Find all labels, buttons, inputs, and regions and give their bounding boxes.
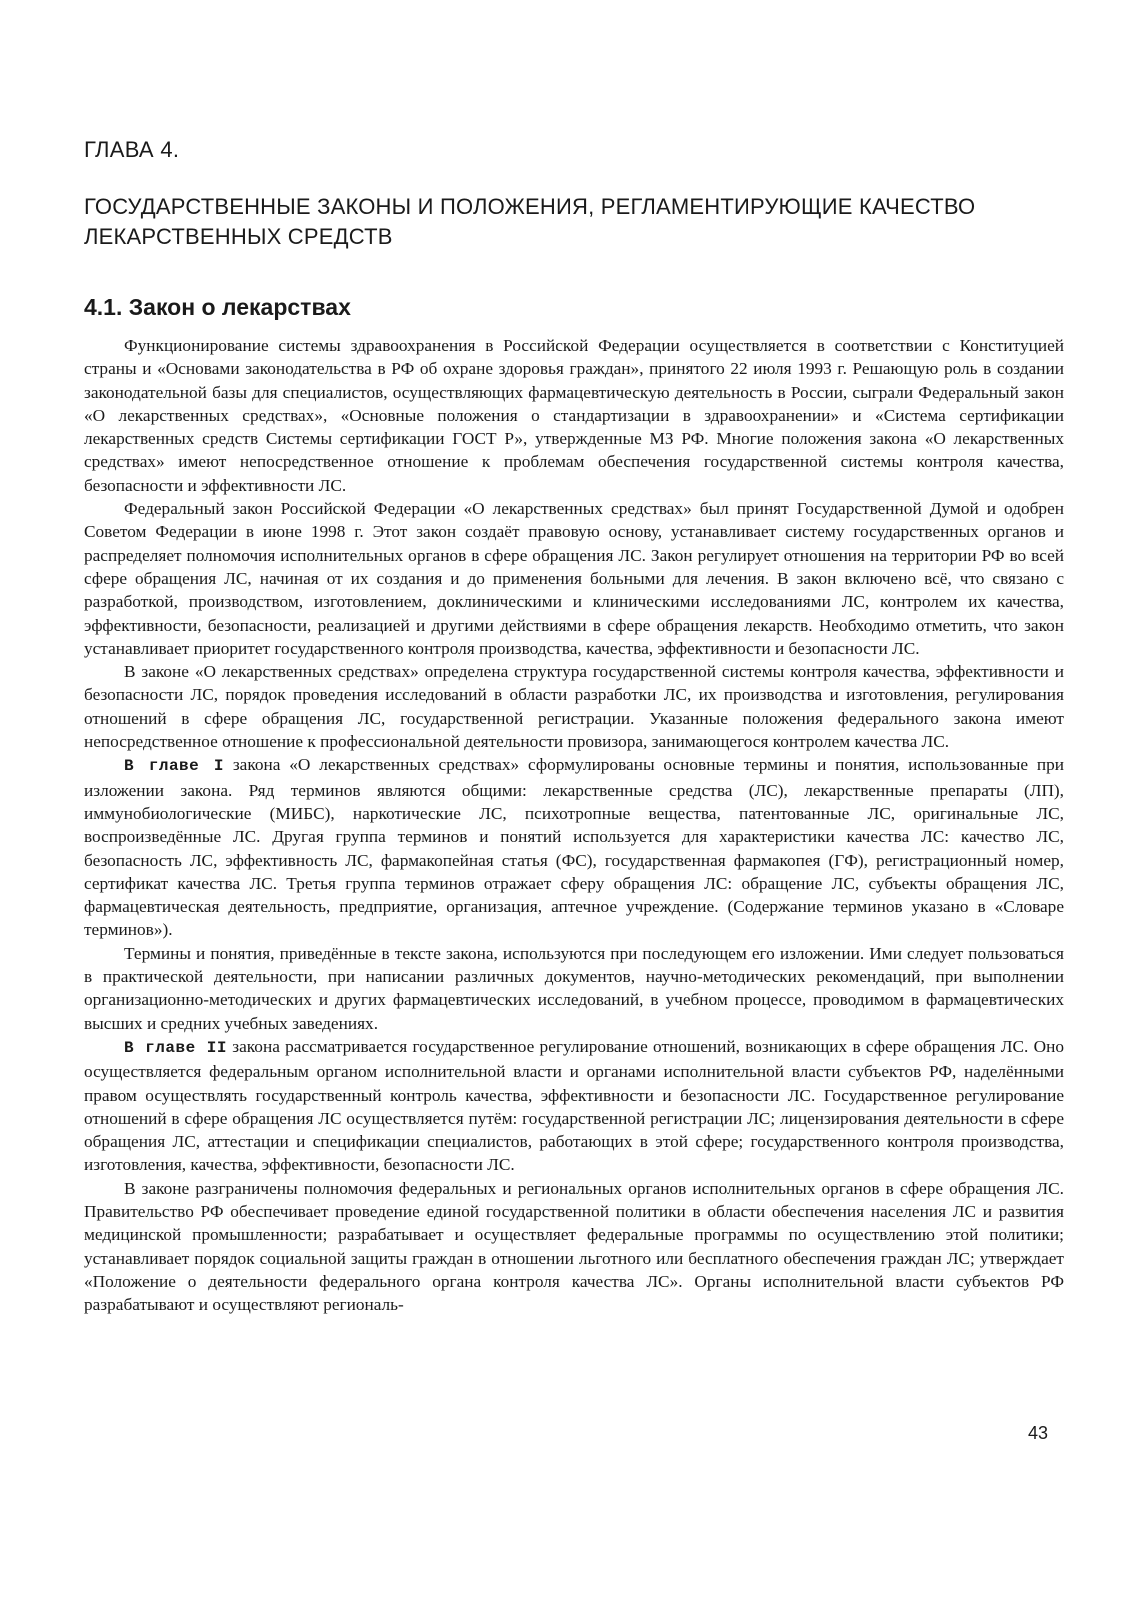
paragraph-3: В законе «О лекарственных средствах» определена структура государственной системы контроля качества, эффективности и безопасности ЛС, порядок проведения исследований в области разработки ЛС, их производства и изготовления, регулирования отношений в сфере обращения ЛС, государственной регистрации. Указанные положения федерального закона имеют непосредственное отношение к профессиональной деятельности провизора, занимающегося контролем качества ЛС. — [84, 662, 1064, 752]
page-number: 43 — [1027, 1423, 1048, 1443]
body-text — [84, 334, 1064, 1316]
chapter-reference-ii: В главе II — [124, 1038, 227, 1057]
chapter-title: ГОСУДАРСТВЕННЫЕ ЗАКОНЫ И ПОЛОЖЕНИЯ, РЕГЛАМЕНТИРУЮЩИЕ КАЧЕСТВО ЛЕКАРСТВЕННЫХ СРЕДСТВ — [84, 194, 976, 249]
paragraph-4 — [84, 753, 1064, 941]
paragraph-7: В законе разграничены полномочия федеральных и региональных органов исполнительных органов в сфере обращения ЛС. Правительство РФ обеспечивает проведение единой государственной политики в области обеспечения населения ЛС и развития медицинской промышленности; разрабатывает и осуществляет федеральные программы по осуществлению этой политики; устанавливает порядок социальной защиты граждан в отношении льготного или бесплатного обеспечения граждан ЛС; утверждает «Положение о деятельности федерального органа контроля качества ЛС». Органы исполнительной власти субъектов РФ разрабатывают и осуществляют региональ- — [84, 1178, 1064, 1315]
paragraph-5: Термины и понятия, приведённые в тексте закона, используются при последующем его изложении. Ими следует пользоваться в практической деятельности, при написании различных документов, научно-методических рекомендаций, при выполнении организационно-методических и других фармацевтических исследований, в учебном процессе, проводимом в фармацевтических высших и средних учебных заведениях. — [84, 943, 1064, 1033]
paragraph-2: Федеральный закон Российской Федерации «О лекарственных средствах» был принят Государственной Думой и одобрен Советом Федерации в июне 1998 г. Этот закон создаёт правовую основу, устанавливает систему государственных органов и распределяет полномочия исполнительных органов в сфере обращения ЛС. Закон регулирует отношения на территории РФ во всей сфере обращения ЛС, начиная от их создания и до применения больными для лечения. В закон включено всё, что связано с разработкой, производством, изготовлением, доклиническими и клиническими исследованиями ЛС, контролем их качества, эффективности, безопасности, реализацией и другими действиями в сфере обращения лекарств. Необходимо отметить, что закон устанавливает приоритет государственного контроля производства, качества, эффективности и безопасности ЛС. — [84, 499, 1064, 658]
paragraph-6-text: закона рассматривается государственное регулирование отношений, возникающих в сфере обращения ЛС. Оно осуществляется федеральным органом исполнительной власти и органами исполнительной власти субъектов РФ, наделёнными правом осуществлять государственный контроль качества, эффективности и безопасности ЛС. Государственное регулирование отношений в сфере обращения ЛС осуществляется путём: государственной регистрации ЛС; лицензирования деятельности в сфере обращения ЛС, аттестации и спецификации специалистов, работающих в этой сфере; государственного контроля производства, изготовления, качества, эффективности, безопасности ЛС. — [84, 1036, 1064, 1175]
chapter-reference-i: В главе I — [124, 757, 224, 776]
section-title: 4.1. Закон о лекарствах — [84, 294, 351, 320]
paragraph-6 — [84, 1035, 1064, 1177]
paragraph-1: Функционирование системы здравоохранения в Российской Федерации осуществляется в соответствии с Конституцией страны и «Основами законодательства в РФ об охране здоровья граждан», принятого 22 июля 1993 г. Решающую роль в создании законодательной базы для специалистов, осуществляющих фармацевтическую деятельность в России, сыграли Федеральный закон «О лекарственных средствах», «Основные положения о стандартизации в здравоохранении» и «Система сертификации лекарственных средств Системы сертификации ГОСТ Р», утвержденные МЗ РФ. Многие положения закона «О лекарственных средствах» имеют непосредственное отношение к проблемам обеспечения государственной системы контроля качества, безопасности и эффективности ЛС. — [84, 336, 1064, 495]
paragraph-4-text: закона «О лекарственных средствах» сформулированы основные термины и понятия, использованные при изложении закона. Ряд терминов являются общими: лекарственные средства (ЛС), лекарственные препараты (ЛП), иммунобиологические (МИБС), наркотические ЛС, психотропные вещества, патентованные ЛС, оригинальные ЛС, воспроизведённые ЛС. Другая группа терминов и понятий используется для характеристики качества ЛС: качество ЛС, безопасность ЛС, эффективность ЛС, фармакопейная статья (ФС), государственная фармакопея (ГФ), регистрационный номер, сертификат качества ЛС. Третья группа терминов отражает сферу обращения ЛС: обращение ЛС, субъекты обращения ЛС, фармацевтическая деятельность, предприятие, организация, аптечное учреждение. (Содержание терминов указано в «Словаре терминов»). — [84, 755, 1064, 940]
chapter-label: ГЛАВА 4. — [84, 137, 180, 162]
